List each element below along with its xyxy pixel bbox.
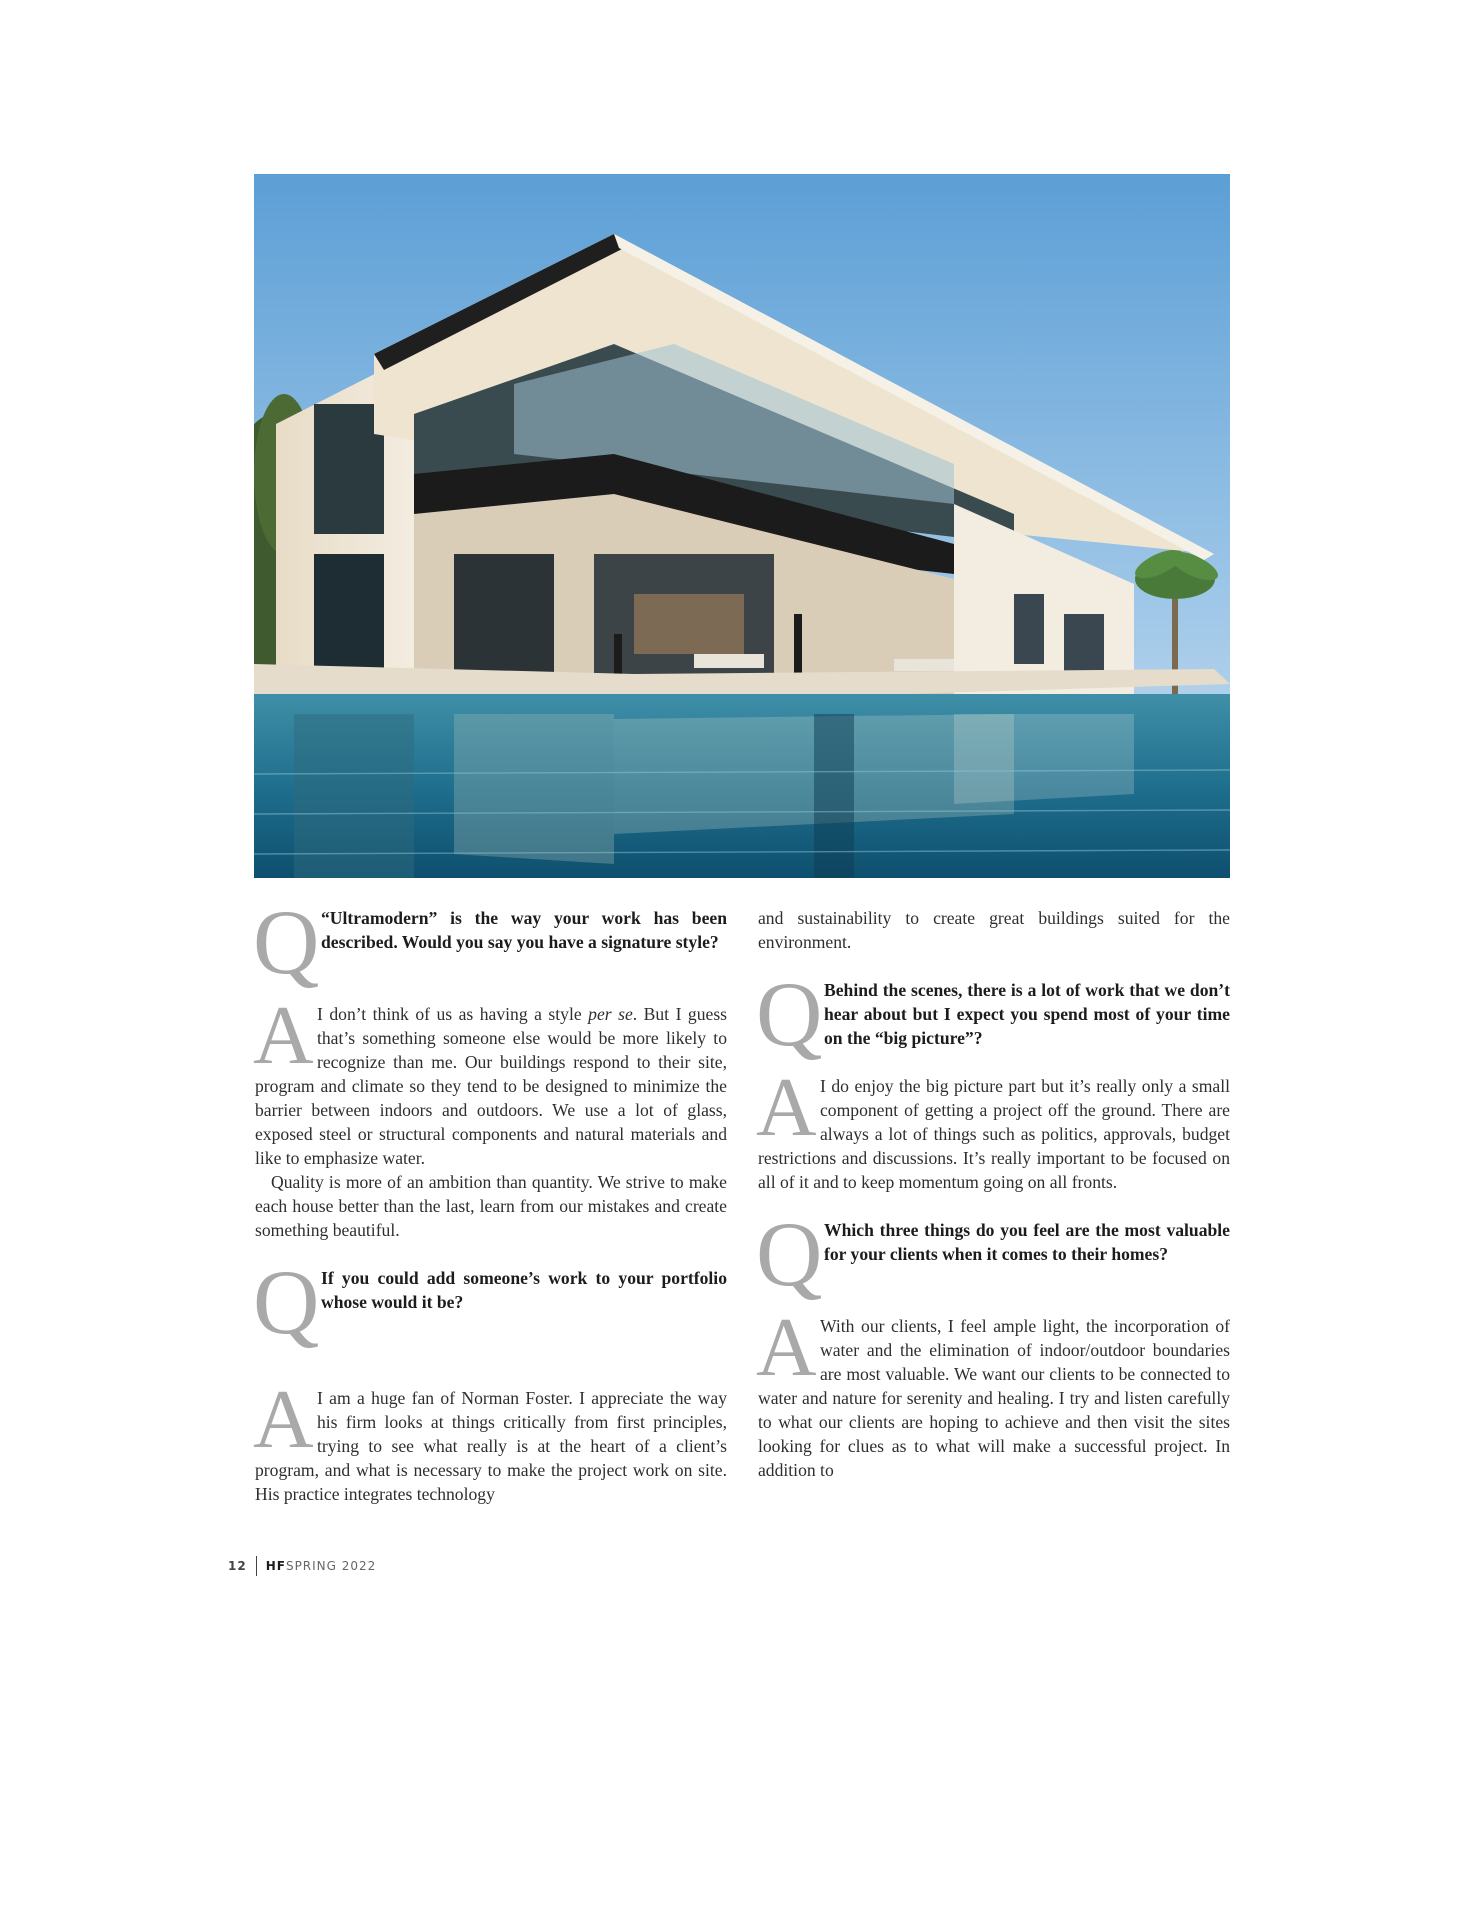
right-column — [758, 906, 1230, 1482]
question-block — [756, 1203, 1230, 1305]
magazine-name: HF — [265, 1559, 286, 1573]
answer-paragraph: I don’t think of us as having a style per se. But I guess that’s something someone else would be more likely to recognize than me. Our buildings respond to their site, program and climate so they tend to be designed to minimize the barrier between indoors and outdoors. We use a lot of glass, exposed steel or structural components and natural materials and like to emphasize water. — [255, 1004, 728, 1168]
answer-dropcap: A — [253, 1373, 314, 1466]
answer-dropcap: A — [253, 989, 314, 1082]
question-text: “Ultramodern” is the way your work has been described. Would you say you have a signature style? — [321, 908, 727, 952]
page-number: 12 — [228, 1559, 247, 1573]
answer-paragraph: Quality is more of an ambition than quantity. We strive to make each house better than the last, learn from our mistakes and create something beautiful. — [255, 1172, 727, 1240]
answer-block — [253, 989, 728, 1242]
question-block — [253, 891, 727, 993]
continued-paragraph: and sustainability to create great buildings suited for the environment. — [758, 908, 1230, 952]
question-dropcap: Q — [253, 1251, 320, 1353]
question-text: Which three things do you feel are the most valuable for your clients when it comes to their homes? — [824, 1220, 1230, 1264]
page-footer — [228, 1556, 376, 1576]
question-text: If you could add someone’s work to your portfolio whose would it be? — [321, 1268, 727, 1312]
answer-dropcap: A — [756, 1301, 817, 1394]
question-dropcap: Q — [253, 891, 320, 993]
answer-paragraph: I do enjoy the big picture part but it’s really only a small component of getting a project off the ground. There are always a lot of things such as politics, approvals, budget restrictions and discussions. It’s really important to be focused on all of it and to keep momentum going on all fronts. — [758, 1076, 1230, 1192]
answer-dropcap: A — [756, 1061, 817, 1154]
answer-paragraph: I am a huge fan of Norman Foster. I appreciate the way his firm looks at things critically from first principles, trying to see what really is at the heart of a client’s program, and what is necessary to make the project work on site. His practice integrates technology — [255, 1388, 727, 1504]
question-text: Behind the scenes, there is a lot of work that we don’t hear about but I expect you spend most of your time on the “big picture”? — [824, 980, 1230, 1048]
answer-paragraph: With our clients, I feel ample light, the incorporation of water and the elimination of indoor/outdoor boundaries are most valuable. We want our clients to be connected to water and nature for serenity and healing. I try and listen carefully to what our clients are hoping to achieve and then visit the sites looking for clues as to what will make a successful project. In addition to — [758, 1316, 1230, 1480]
issue-label: SPRING 2022 — [285, 1559, 377, 1573]
answer-block — [756, 1061, 1230, 1194]
modern-house-pool-image — [254, 174, 1230, 878]
footer-divider — [256, 1556, 257, 1576]
left-column — [253, 891, 728, 1506]
answer-block — [253, 1373, 727, 1506]
hero-photo — [254, 174, 1230, 878]
question-block — [756, 963, 1230, 1065]
question-block — [253, 1251, 727, 1353]
question-dropcap: Q — [756, 963, 823, 1065]
question-dropcap: Q — [756, 1203, 823, 1305]
answer-block — [756, 1301, 1230, 1482]
